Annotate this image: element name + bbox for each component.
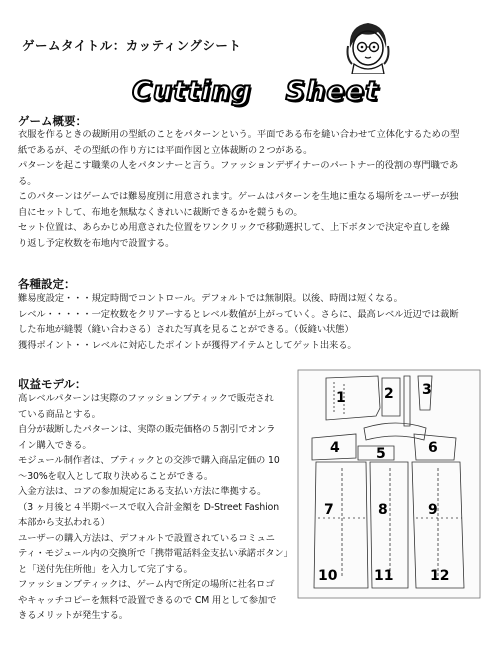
- logo-word-sheet: Sheet: [285, 76, 379, 107]
- overview-heading: ゲーム概要：: [18, 114, 87, 128]
- piece-number: 11: [374, 568, 394, 584]
- revenue-line: 高レベルパターンは実際のファッションブティックで販売され: [18, 393, 274, 404]
- piece-number: 8: [378, 502, 388, 518]
- piece-number: 1: [336, 390, 346, 406]
- pattern-pieces-drawing: [296, 368, 482, 600]
- overview-line: る。: [18, 175, 37, 187]
- character-illustration: [344, 18, 392, 74]
- piece-number: 2: [384, 386, 394, 402]
- revenue-line: モジュール制作者は、ブティックとの交渉で購入商品定価の 10: [18, 455, 280, 466]
- piece-number: 6: [428, 440, 438, 456]
- piece-number: 3: [422, 382, 432, 398]
- pattern-sheet-figure: [296, 368, 482, 600]
- revenue-line: 自分が裁断したパターンは、実際の販売価格の５割引でオンラ: [18, 424, 276, 435]
- page-title: ゲームタイトル：カッティングシート: [22, 38, 242, 53]
- settings-line: レベル・・・・・一定枚数をクリアーするとレベル数値が上がっていく。さらに、最高レベル近辺では裁断: [18, 308, 459, 320]
- overview-line: このパターンはゲームでは難易度別に用意されます。ゲームはパターンを生地に重なる場所をユーザーが独: [18, 191, 459, 202]
- revenue-line: ファッションブティックは、ゲーム内で所定の場所に社名ロゴ: [18, 579, 275, 590]
- settings-text: [18, 291, 490, 353]
- overview-line: パターンを起こす職業の人をパタンナーと言う。ファッションデザイナーのパートナー的役割の専門職であ: [18, 160, 459, 171]
- logo-word-cutting: Cutting: [132, 76, 252, 107]
- overview-line: 衣服を作るときの裁断用の型紙のことをパターンという。平面である布を縫い合わせて立体化するための型: [18, 129, 460, 140]
- piece-number: 9: [428, 502, 438, 518]
- revenue-line: ている商品とする。: [18, 408, 101, 420]
- piece-number: 4: [330, 440, 340, 456]
- piece-number: 5: [376, 446, 386, 462]
- overview-line: セット位置は、あらかじめ用意された位置をワンクリックで移動選択して、上下ボタンで決定や直しを繰: [18, 222, 450, 233]
- piece-number: 7: [324, 502, 334, 518]
- revenue-line: 本部から支払われる）: [18, 517, 110, 528]
- settings-heading: 各種設定：: [18, 277, 76, 291]
- revenue-line: やキャッチコピーを無料で設置できるので CM 用として参加で: [18, 594, 277, 606]
- revenue-line: 入金方法は、コアの参加規定にある支払い方法に準拠する。: [18, 486, 267, 497]
- settings-line: した布地が縫製（縫い合わさる）された写真を見ることができる。（仮縫い状態）: [18, 324, 354, 335]
- revenue-line: イン購入できる。: [18, 439, 92, 451]
- overview-line: り返し予定枚数を布地内で設置する。: [18, 237, 175, 249]
- revenue-line: ティ・モジュール内の交換所で「携帯電話料金支払い承諾ボタン」: [18, 548, 293, 559]
- overview-line: 自にセットして、布地を無駄なくきれいに裁断できるかを競うもの。: [18, 206, 303, 218]
- cutting-sheet-logo: [132, 76, 379, 107]
- settings-line: 獲得ポイント・・レベルに対応したポイントが獲得アイテムとしてゲット出来る。: [18, 339, 357, 351]
- revenue-line: ～30%を収入として取り決めることができる。: [18, 470, 214, 482]
- settings-line: 難易度設定・・・規定時間でコントロール。デフォルトでは無制限。以後、時間は短くなる。: [18, 293, 403, 304]
- revenue-line: きるメリットが発生する。: [18, 610, 128, 621]
- piece-number: 12: [430, 568, 450, 584]
- piece-number: 10: [318, 568, 338, 584]
- overview-text: [18, 127, 490, 251]
- overview-line: 紙であるが、その型紙の作り方には平面作図と立体裁断の２つがある。: [18, 144, 313, 156]
- revenue-line: ユーザーの購入方法は、デフォルトで設置されているコミュニ: [18, 532, 275, 544]
- revenue-text: [18, 391, 318, 624]
- revenue-line: （3 ヶ月後と４半期ベースで収入合計金額を D-Street Fashion: [18, 501, 280, 513]
- revenue-heading: 収益モデル：: [18, 377, 87, 391]
- revenue-line: と「送付先住所他」を入力して完了する。: [18, 563, 193, 575]
